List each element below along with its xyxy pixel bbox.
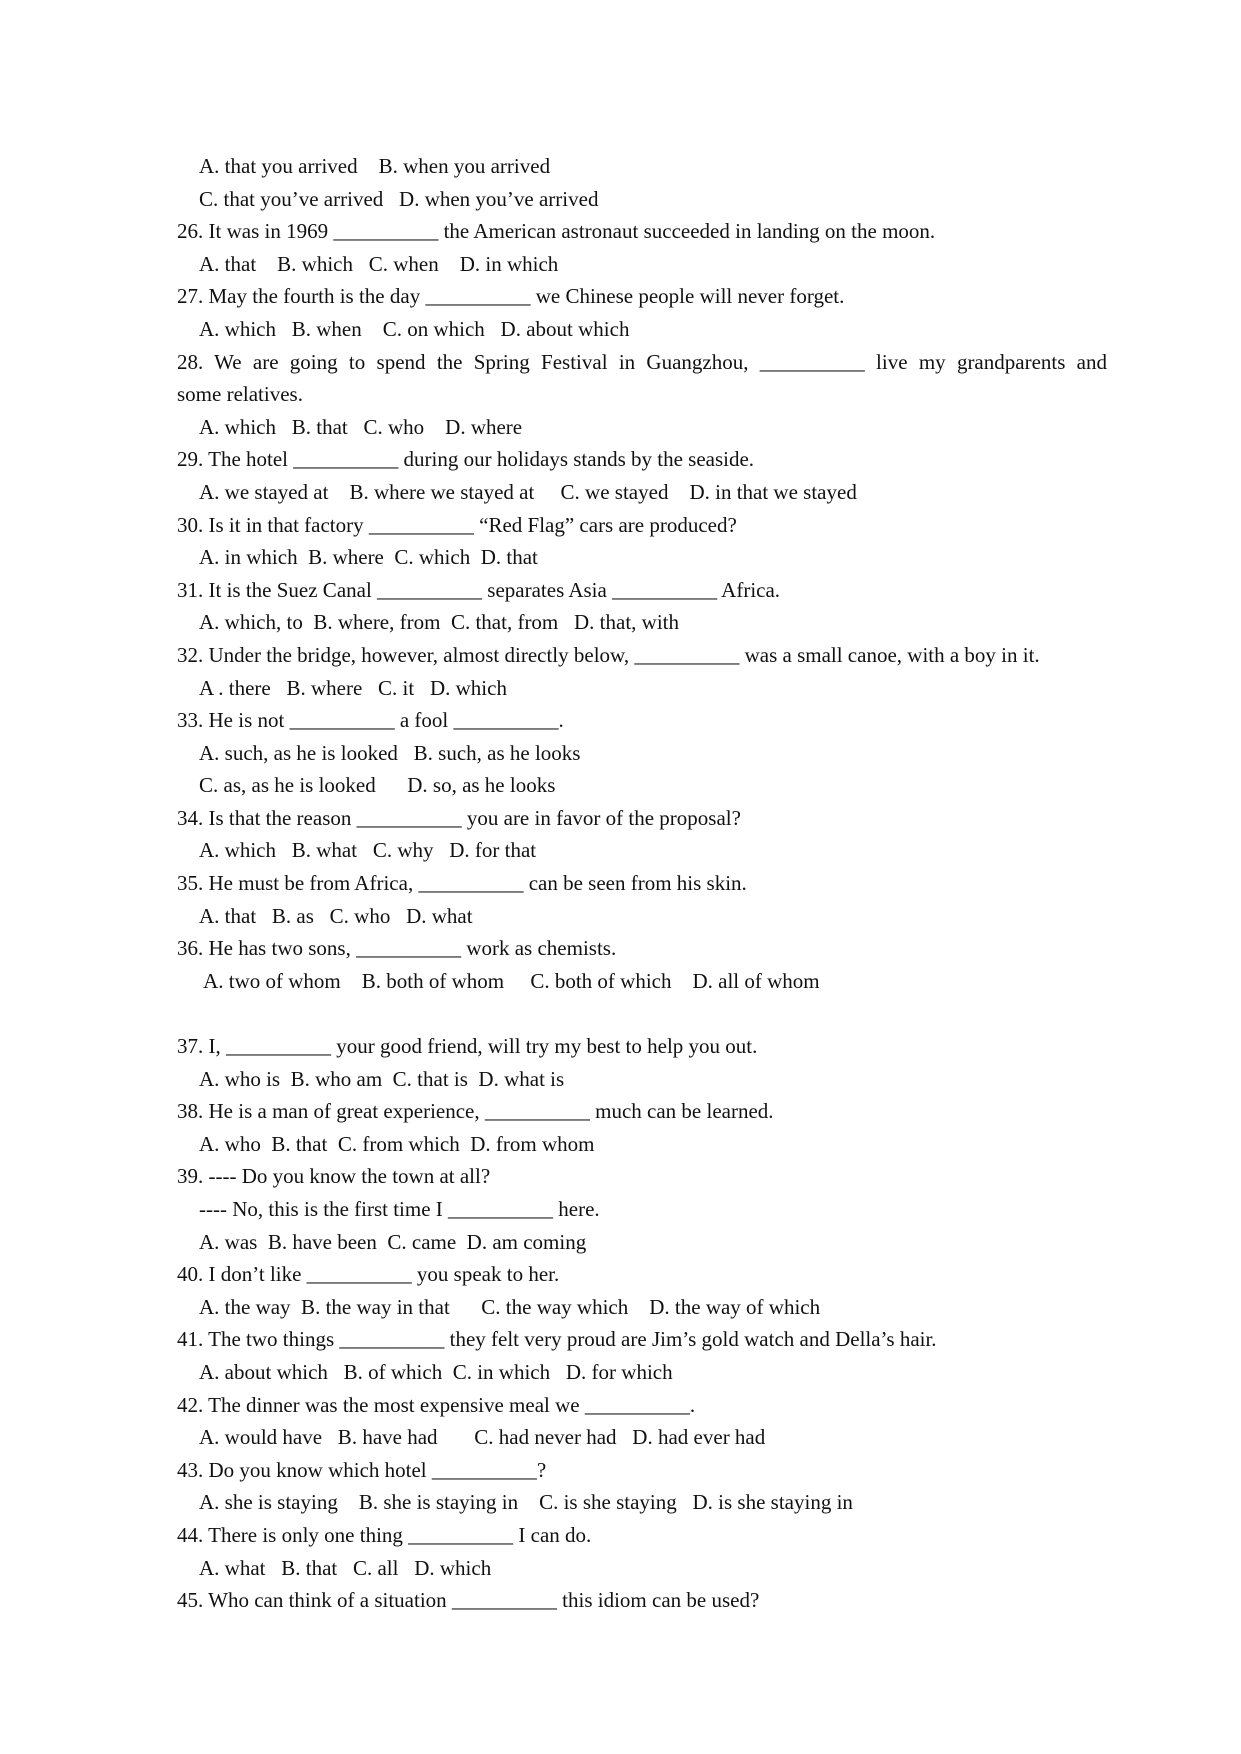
- question-26: 26. It was in 1969 __________ the American astronaut succeeded in landing on the moon.: [177, 219, 936, 244]
- question-29: 29. The hotel __________ during our holidays stands by the seaside.: [177, 447, 755, 472]
- question-37: 37. I, __________ your good friend, will try my best to help you out.: [177, 1034, 758, 1059]
- question-32: 32. Under the bridge, however, almost directly below, __________ was a small canoe, with a boy in it.: [177, 642, 1040, 667]
- options-line: A. the way B. the way in that C. the way which D. the way of which: [199, 1294, 821, 1319]
- options-line: A. about which B. of which C. in which D. for which: [199, 1359, 673, 1384]
- question-40: 40. I don’t like __________ you speak to her.: [177, 1262, 560, 1287]
- options-line: A. that B. which C. when D. in which: [199, 251, 559, 276]
- dialogue-reply: ---- No, this is the first time I __________ here.: [199, 1197, 600, 1221]
- options-line: A. which, to B. where, from C. that, from D. that, with: [199, 610, 680, 635]
- exercise-text: [177, 150, 1107, 1617]
- blank-line: [177, 997, 1107, 1030]
- question-30: 30. Is it in that factory __________ “Red Flag” cars are produced?: [177, 512, 737, 537]
- options-line: A . there B. where C. it D. which: [199, 675, 507, 700]
- question-45: 45. Who can think of a situation __________ this idiom can be used?: [177, 1588, 760, 1613]
- options-line: A. in which B. where C. which D. that: [199, 545, 538, 570]
- question-31: 31. It is the Suez Canal __________ separates Asia __________ Africa.: [177, 577, 781, 602]
- question-34: 34. Is that the reason __________ you are in favor of the proposal?: [177, 805, 741, 830]
- question-28: 28. We are going to spend the Spring Festival in Guangzhou, __________ live my grandparents and: [177, 349, 1107, 374]
- options-line: A. was B. have been C. came D. am coming: [199, 1229, 587, 1254]
- question-28-continued: some relatives.: [177, 382, 303, 407]
- options-line: A. who is B. who am C. that is D. what is: [199, 1066, 565, 1091]
- options-line: A. two of whom B. both of whom C. both of which D. all of whom: [199, 968, 820, 993]
- options-line: A. she is staying B. she is staying in C. is she staying D. is she staying in: [199, 1490, 853, 1515]
- question-44: 44. There is only one thing __________ I can do.: [177, 1522, 592, 1547]
- options-line: A. what B. that C. all D. which: [199, 1555, 492, 1580]
- options-line: A. we stayed at B. where we stayed at C. we stayed D. in that we stayed: [199, 479, 857, 504]
- question-33: 33. He is not __________ a fool __________.: [177, 708, 564, 733]
- options-line: A. such, as he is looked B. such, as he looks: [199, 740, 581, 765]
- options-line: A. which B. when C. on which D. about which: [199, 316, 630, 341]
- question-27: 27. May the fourth is the day __________ we Chinese people will never forget.: [177, 284, 845, 309]
- question-38: 38. He is a man of great experience, __________ much can be learned.: [177, 1099, 774, 1124]
- options-line: A. which B. that C. who D. where: [199, 414, 523, 439]
- question-39: 39. ---- Do you know the town at all?: [177, 1164, 491, 1189]
- question-41: 41. The two things __________ they felt very proud are Jim’s gold watch and Della’s hair.: [177, 1327, 937, 1352]
- options-line: A. that B. as C. who D. what: [199, 903, 473, 928]
- options-line: A. that you arrived B. when you arrived: [199, 154, 551, 178]
- options-line: C. as, as he is looked D. so, as he looks: [199, 773, 556, 798]
- options-line: C. that you’ve arrived D. when you’ve arrived: [199, 186, 599, 211]
- question-35: 35. He must be from Africa, __________ can be seen from his skin.: [177, 871, 747, 896]
- question-43: 43. Do you know which hotel __________?: [177, 1457, 547, 1482]
- options-line: A. who B. that C. from which D. from whom: [199, 1131, 595, 1156]
- options-line: A. which B. what C. why D. for that: [199, 838, 537, 863]
- question-42: 42. The dinner was the most expensive meal we __________.: [177, 1392, 696, 1417]
- question-36: 36. He has two sons, __________ work as chemists.: [177, 936, 617, 961]
- options-line: A. would have B. have had C. had never had D. had ever had: [199, 1425, 766, 1450]
